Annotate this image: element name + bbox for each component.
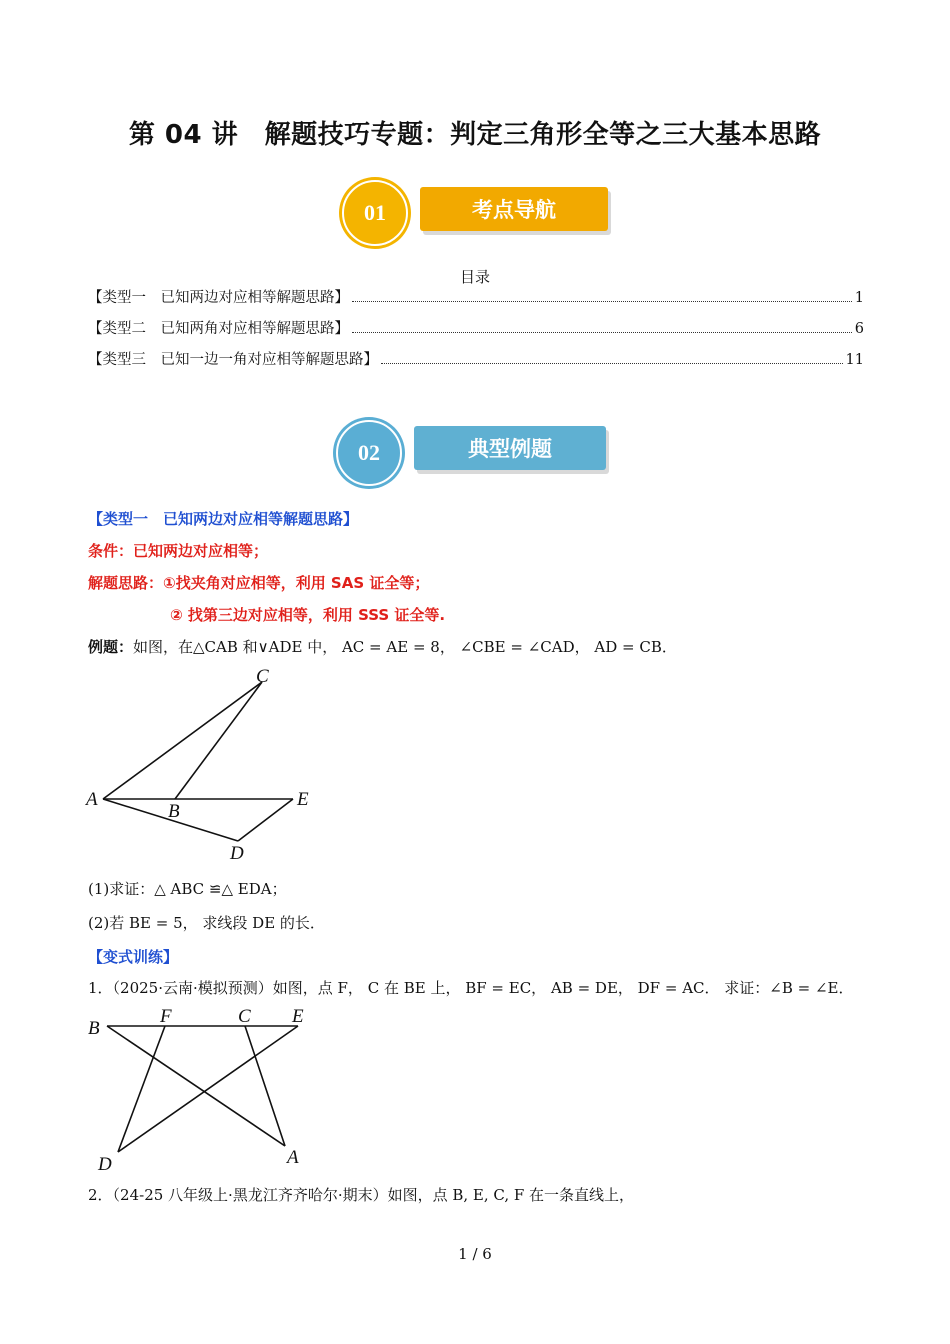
toc-item-page: 6 (854, 321, 864, 337)
badge-examples-circle: 02 (336, 420, 402, 486)
badge-nav-bar: 考点导航 (420, 187, 608, 231)
example-line (88, 636, 677, 657)
section-badge-examples (334, 418, 610, 488)
point-label-E: E (297, 789, 309, 810)
section-heading: 【类型一 已知两边对应相等解题思路】 (88, 510, 359, 528)
page-title: 第 04 讲 解题技巧专题：判定三角形全等之三大基本思路 (128, 120, 822, 150)
page-number: 1 / 6 (458, 1245, 492, 1263)
point-label-B: B (168, 801, 180, 822)
toc-item-page: 1 (854, 290, 864, 306)
toc-item-page: 11 (845, 352, 864, 368)
practice-problem-2: 2．（24-25 八年级上·黑龙江齐齐哈尔·期末）如图，点 B, E, C, F 在一条直线上， (88, 1186, 635, 1204)
question-2: (2)若 BE = 5， 求线段 DE 的长． (88, 914, 325, 932)
toc-item[interactable] (88, 348, 864, 369)
condition-text: 条件：已知两边对应相等； (88, 542, 269, 560)
point-label-D: D (98, 1154, 112, 1175)
section-badge-nav (340, 180, 610, 250)
point-label-C: C (238, 1006, 251, 1027)
practice-heading: 【变式训练】 (88, 948, 179, 966)
badge-examples-bar: 典型例题 (414, 426, 606, 470)
toc-item[interactable] (88, 286, 864, 307)
example-figure (80, 665, 340, 865)
example-text: 如图，在△CAB 和∨ADE 中， AC = AE = 8， ∠CBE = ∠CAD， AD = CB． (133, 638, 677, 656)
toc-title: 目录 (459, 268, 490, 286)
badge-nav-circle: 01 (342, 180, 408, 246)
point-label-A: A (287, 1147, 299, 1168)
example-label: 例题： (88, 638, 134, 656)
toc-item-label: 【类型一 已知两边对应相等解题思路】 (88, 290, 349, 306)
point-label-E: E (292, 1006, 304, 1027)
point-label-C: C (256, 666, 269, 687)
practice-figure (80, 1000, 340, 1180)
toc-item[interactable] (88, 317, 864, 338)
point-label-F: F (160, 1006, 172, 1027)
point-label-A: A (86, 789, 98, 810)
point-label-D: D (230, 843, 244, 864)
toc-item-label: 【类型三 已知一边一角对应相等解题思路】 (88, 352, 378, 368)
practice-problem-1: 1．（2025·云南·模拟预测）如图，点 F， C 在 BE 上， BF = EC， AB = DE， DF = AC． 求证：∠B = ∠E． (88, 979, 854, 997)
question-1: (1)求证：△ ABC ≌△ EDA； (88, 880, 287, 898)
toc-item-label: 【类型二 已知两角对应相等解题思路】 (88, 321, 349, 337)
idea-text-1: 解题思路：①找夹角对应相等，利用 SAS 证全等； (88, 574, 430, 592)
point-label-B: B (88, 1018, 100, 1039)
idea-text-2: ② 找第三边对应相等，利用 SSS 证全等. (170, 606, 446, 624)
